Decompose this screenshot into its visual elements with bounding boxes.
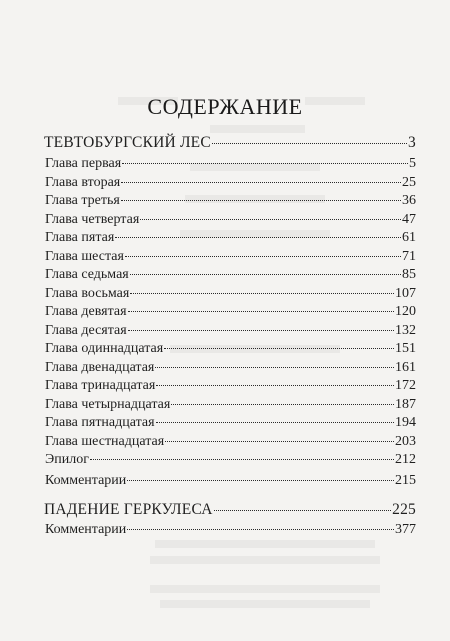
toc-part-entry	[44, 501, 416, 519]
dot-leader	[212, 143, 407, 144]
toc-chapter-entry	[45, 472, 416, 490]
dot-leader	[156, 422, 394, 423]
toc-page-number: 212	[395, 452, 416, 467]
toc-page-number: 215	[395, 473, 416, 488]
toc-part-entry	[44, 134, 416, 152]
toc-chapter-label: Глава восьмая	[45, 285, 130, 301]
dot-leader	[128, 311, 394, 312]
dot-leader	[125, 256, 401, 257]
dot-leader	[171, 404, 394, 405]
toc-chapter-entry	[45, 174, 416, 192]
toc-chapter-entry	[45, 396, 416, 414]
toc-chapter-entry	[45, 340, 416, 358]
toc-chapter-label: Глава тринадцатая	[45, 378, 156, 393]
toc-chapter-label: Глава пятая	[45, 230, 115, 245]
toc-chapter-label: Глава четвертая	[45, 211, 140, 227]
toc-page-number: 120	[395, 304, 416, 319]
dot-leader	[121, 200, 401, 201]
toc-chapter-entry	[45, 211, 416, 229]
toc-chapter-label: Глава четырнадцатая	[45, 396, 171, 412]
toc-chapter-label: Глава девятая	[45, 304, 127, 319]
page-title: СОДЕРЖАНИЕ	[147, 94, 303, 119]
dot-leader	[128, 330, 394, 331]
dot-leader	[122, 163, 408, 164]
dot-leader	[90, 459, 394, 460]
dot-leader	[115, 237, 401, 238]
toc-chapter-entry	[45, 377, 416, 395]
toc-chapter-entry	[45, 192, 416, 210]
toc-chapter-entry	[45, 229, 416, 247]
show-through-texture	[160, 600, 370, 608]
toc-page-number: 194	[395, 415, 416, 430]
toc-page-number: 5	[409, 156, 416, 171]
dot-leader	[127, 529, 394, 530]
toc-page-number: 61	[402, 230, 416, 245]
dot-leader	[156, 385, 394, 386]
toc-chapter-entry	[45, 359, 416, 377]
toc-chapter-label: Глава вторая	[45, 174, 121, 190]
dot-leader	[130, 274, 401, 275]
toc-page-number: 85	[402, 267, 416, 282]
dot-leader	[164, 348, 394, 349]
toc-part-label: ПАДЕНИЕ ГЕРКУЛЕСА	[44, 501, 213, 518]
dot-leader	[214, 510, 392, 511]
toc-chapter-label: Глава шестая	[45, 248, 124, 264]
toc-page-number: 377	[395, 522, 416, 537]
toc-chapter-entry	[45, 414, 416, 432]
toc-chapter-label: Глава десятая	[45, 322, 127, 338]
toc-page-number: 151	[395, 341, 416, 356]
show-through-texture	[150, 556, 380, 564]
toc-chapter-entry	[45, 303, 416, 321]
toc-chapter-label: Глава третья	[45, 193, 120, 208]
toc-chapter-label: Глава одиннадцатая	[45, 341, 164, 356]
dot-leader	[155, 367, 394, 368]
toc-chapter-label: Глава шестнадцатая	[45, 433, 165, 449]
dot-leader	[121, 182, 401, 183]
toc-page-number: 161	[395, 359, 416, 375]
dot-leader	[165, 441, 394, 442]
toc-chapter-entry	[45, 322, 416, 340]
toc-chapter-label: Комментарии	[45, 522, 127, 537]
toc-chapter-entry	[45, 266, 416, 284]
show-through-texture	[150, 585, 380, 593]
toc-chapter-label: Глава седьмая	[45, 267, 129, 282]
toc-chapter-entry	[45, 433, 416, 451]
toc-chapter-label: Эпилог	[45, 452, 89, 467]
toc-chapter-label: Глава первая	[45, 156, 122, 171]
toc-part-label: ТЕВТОБУРГСКИЙ ЛЕС	[44, 134, 211, 151]
toc-chapter-entry	[45, 285, 416, 303]
toc-page-number: 107	[395, 285, 416, 301]
toc-page-number: 3	[408, 134, 416, 151]
toc-chapter-entry	[45, 248, 416, 266]
toc-page-number: 203	[395, 433, 416, 449]
toc-page-number: 172	[395, 378, 416, 393]
toc-chapter-entry	[45, 451, 416, 469]
toc-chapter-label: Глава двенадцатая	[45, 359, 155, 375]
dot-leader	[130, 293, 394, 294]
show-through-texture	[210, 125, 305, 133]
toc-chapter-label: Глава пятнадцатая	[45, 415, 155, 430]
toc-page-number: 36	[402, 193, 416, 208]
dot-leader	[127, 480, 394, 481]
toc-page-number: 132	[395, 322, 416, 338]
toc-chapter-entry	[45, 521, 416, 539]
dot-leader	[140, 219, 401, 220]
toc-page-number: 187	[395, 396, 416, 412]
toc-page-number: 71	[402, 248, 416, 264]
toc-page-number: 25	[402, 174, 416, 190]
toc-page-number: 47	[402, 211, 416, 227]
toc-chapter-entry	[45, 155, 416, 173]
show-through-texture	[155, 540, 375, 548]
toc-chapter-label: Комментарии	[45, 473, 127, 488]
toc-page-number: 225	[392, 501, 416, 518]
